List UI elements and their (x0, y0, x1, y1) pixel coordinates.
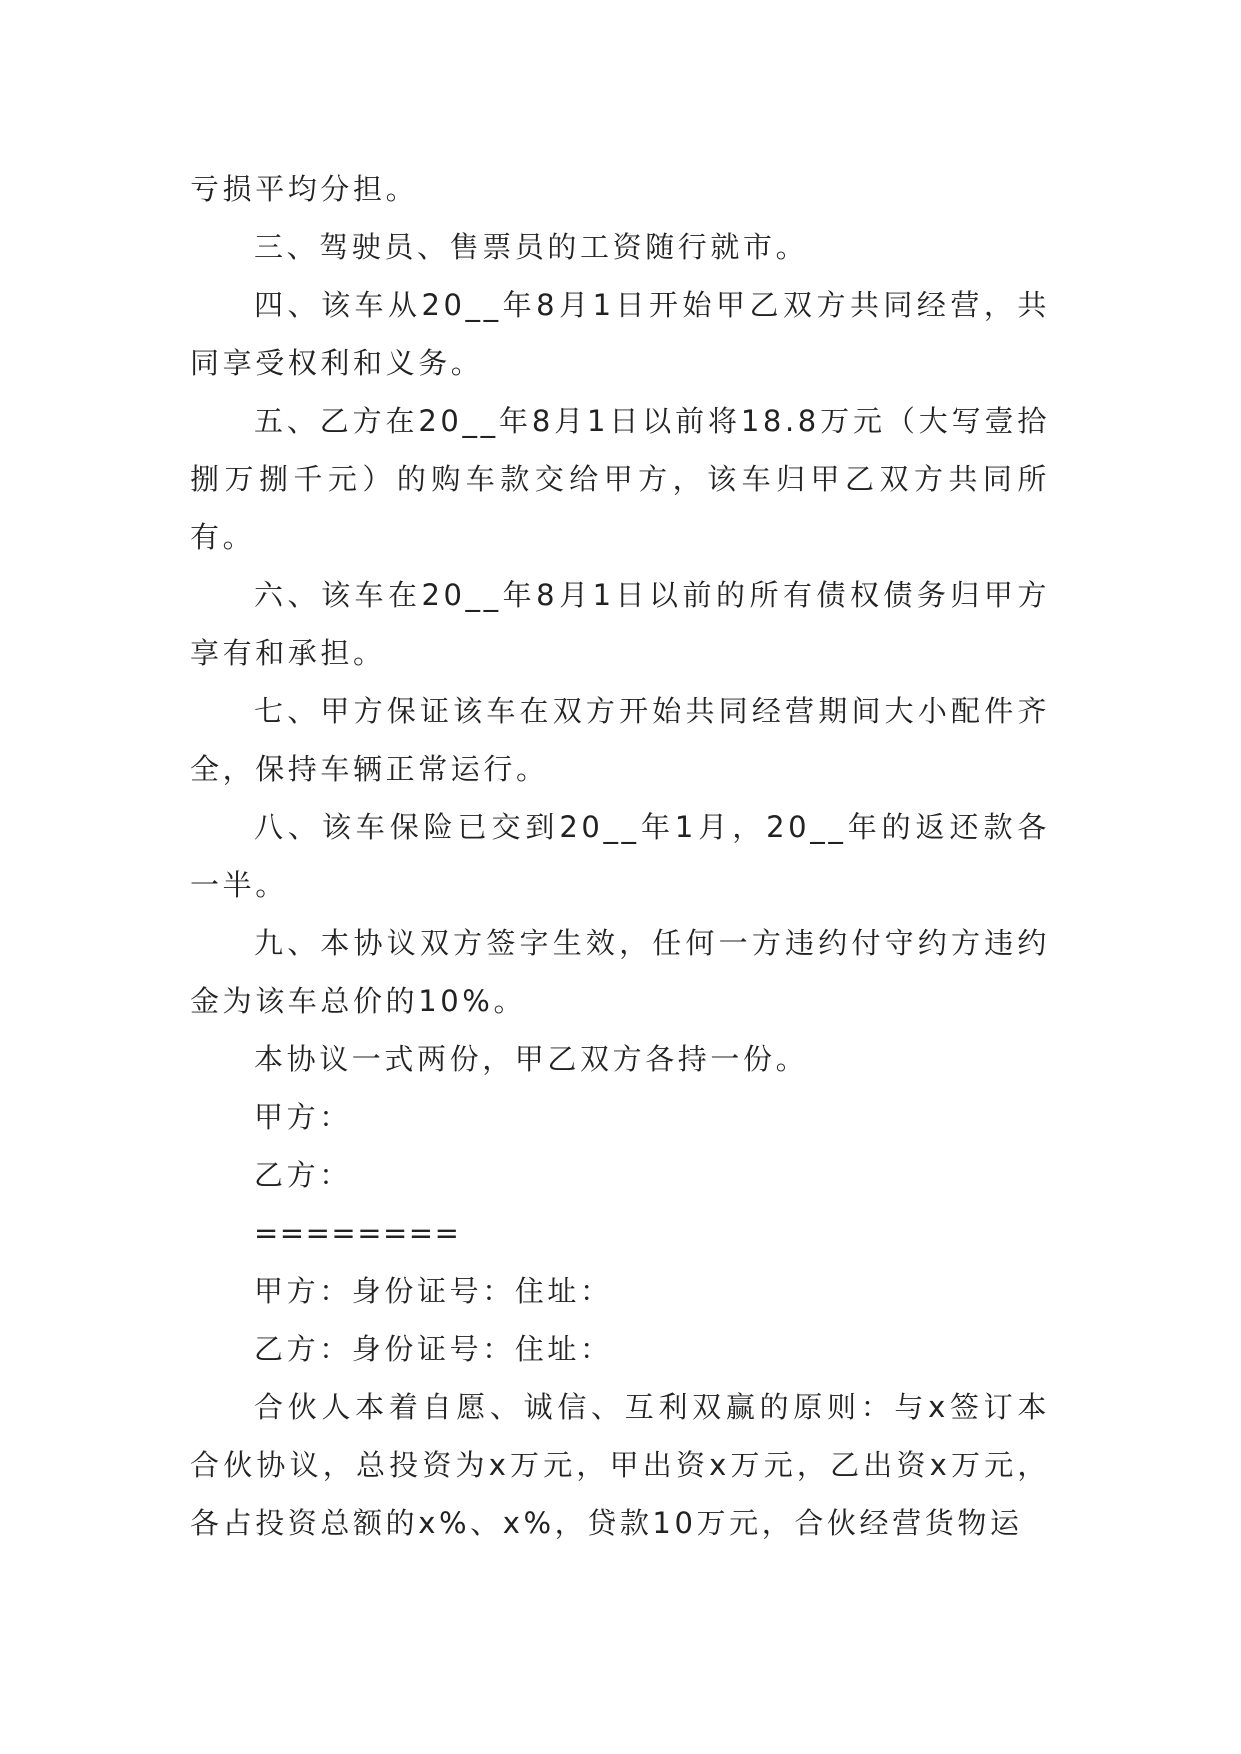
party-b-info: 乙方：身份证号：住址： (254, 1332, 613, 1366)
clause-5: 五、乙方在20__年8月1日以前将18.8万元（大写壹拾捌万捌千元）的购车款交给甲方，该车归甲乙双方共同所有。 (190, 404, 1050, 554)
party-a-info: 甲方：身份证号：住址： (254, 1274, 613, 1308)
paragraph-continuation: 亏损平均分担。 (190, 172, 419, 206)
clause-7: 七、甲方保证该车在双方开始共同经营期间大小配件齐全，保持车辆正常运行。 (190, 694, 1050, 786)
clause-3: 三、驾驶员、售票员的工资随行就市。 (254, 230, 809, 264)
clause-9: 九、本协议双方签字生效，任何一方违约付守约方违约金为该车总价的10%。 (190, 926, 1050, 1018)
party-b-signature: 乙方： (254, 1158, 352, 1192)
clause-6: 六、该车在20__年8月1日以前的所有债权债务归甲方享有和承担。 (190, 578, 1050, 670)
copies-statement: 本协议一式两份，甲乙双方各持一份。 (254, 1042, 809, 1076)
partnership-intro: 合伙人本着自愿、诚信、互利双赢的原则：与x签订本合伙协议，总投资为x万元，甲出资x万元，乙出资x万元，各占投资总额的x%、x%，贷款10万元，合伙经营货物运 (190, 1390, 1050, 1540)
section-divider: ======== (254, 1216, 461, 1250)
document-body (190, 160, 1050, 1552)
clause-8: 八、该车保险已交到20__年1月，20__年的返还款各一半。 (190, 810, 1050, 902)
clause-4: 四、该车从20__年8月1日开始甲乙双方共同经营，共同享受权利和义务。 (190, 288, 1050, 380)
party-a-signature: 甲方： (254, 1100, 352, 1134)
